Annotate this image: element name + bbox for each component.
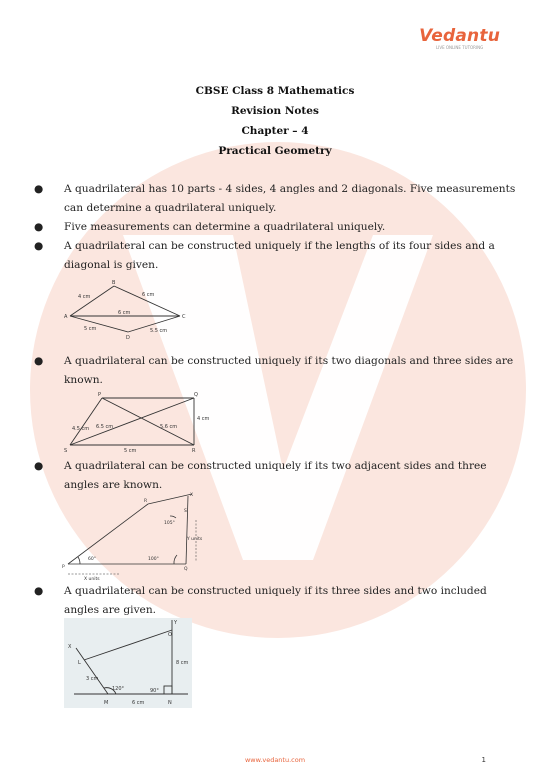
fig4-label: 3 cm <box>86 676 99 682</box>
title-course: CBSE Class 8 Mathematics <box>195 85 355 97</box>
fig4-label: L <box>78 660 81 666</box>
footer-url[interactable]: www.vedantu.com <box>244 756 306 764</box>
fig3-label: X <box>190 493 194 498</box>
fig3-label: S <box>184 509 187 514</box>
fig4-label: O <box>168 632 172 638</box>
figure-quadrilateral-pqrs <box>60 390 210 456</box>
fig2-label: R <box>192 448 196 454</box>
bullet-item: ● A quadrilateral can be constructed uniquely if the lengths of its four sides and a diagonal is given. <box>34 240 495 271</box>
fig2-label: 5 cm <box>124 448 137 454</box>
fig4-label: 120° <box>112 686 125 692</box>
fig4-label: M <box>104 700 109 706</box>
fig4-label: Y <box>174 620 178 626</box>
bullet-item: ● A quadrilateral can be constructed uniquely if its two diagonals and three sides are known. <box>34 355 514 386</box>
figure-quadrilateral-abcd <box>62 278 192 340</box>
fig1-label: 6 cm <box>118 310 131 316</box>
title-notes: Revision Notes <box>231 105 319 117</box>
vedantu-logo <box>419 26 500 50</box>
title-chapter: Chapter – 4 <box>241 125 309 137</box>
fig2-label: 5.6 cm <box>160 424 178 430</box>
bullet-text: A quadrilateral has 10 parts - 4 sides, 4 angles and 2 diagonals. Five measurements can determine a quadrilateral uniquely. <box>64 183 516 214</box>
bullet-text: A quadrilateral can be constructed uniquely if its two adjacent sides and three angles are known. <box>64 460 487 491</box>
fig2-label: 6.5 cm <box>96 424 114 430</box>
fig3-label: Y units <box>187 537 203 542</box>
figure-three-sides-two-angles <box>64 618 192 708</box>
figure-adjacent-sides-angles <box>60 490 203 582</box>
bullet-item: ● Five measurements can determine a quadrilateral uniquely. <box>34 221 386 233</box>
fig3-label: Q <box>184 567 188 572</box>
fig1-label: 5 cm <box>84 326 97 332</box>
fig1-label: 6 cm <box>142 292 155 298</box>
fig1-label: 5.5 cm <box>150 328 168 334</box>
bullet-item: ● A quadrilateral has 10 parts - 4 sides, 4 angles and 2 diagonals. Five measurements can determine a quadrilateral uniquely. <box>34 183 516 214</box>
page-number: 1 <box>481 756 486 764</box>
fig1-label: D <box>126 335 130 341</box>
fig4-label: 8 cm <box>176 660 189 666</box>
fig3-label: X units <box>84 577 100 582</box>
title-topic: Practical Geometry <box>218 145 332 157</box>
bullet-text: A quadrilateral can be constructed uniquely if the lengths of its four sides and a diagonal is given. <box>64 240 495 271</box>
fig2-label: Q <box>194 392 198 398</box>
fig4-label: N <box>168 700 172 706</box>
bullet-text: A quadrilateral can be constructed uniquely if its two diagonals and three sides are known. <box>64 355 514 386</box>
logo-tagline: LIVE ONLINE TUTORING <box>435 45 484 50</box>
fig3-label: R <box>144 499 148 504</box>
fig2-label: 4 cm <box>197 416 210 422</box>
fig1-label: A <box>64 314 68 320</box>
bullet-list-4 <box>34 582 519 620</box>
bullet-text: Five measurements can determine a quadrilateral uniquely. <box>64 221 386 233</box>
logo-text: Vedantu <box>419 26 500 46</box>
fig4-label: 6 cm <box>132 700 145 706</box>
fig2-label: P <box>98 392 102 398</box>
fig1-label: B <box>112 280 116 286</box>
bullet-list-2 <box>34 352 519 390</box>
fig2-label: 4.5 cm <box>72 426 90 432</box>
fig1-label: 4 cm <box>78 294 91 300</box>
fig4-label: 90° <box>150 688 159 694</box>
bullet-item: ● A quadrilateral can be constructed uniquely if its two adjacent sides and three angles are known. <box>34 460 487 491</box>
fig3-label: 100° <box>148 557 159 562</box>
fig1-label: C <box>182 314 186 320</box>
fig2-label: S <box>64 448 68 454</box>
document-titles <box>0 81 550 161</box>
fig3-label: 105° <box>164 521 175 526</box>
bullet-item: ● A quadrilateral can be constructed uniquely if its three sides and two included angles are given. <box>34 585 487 616</box>
fig3-label: 60° <box>88 557 96 562</box>
bullet-list-top <box>34 180 519 275</box>
fig3-label: P <box>62 565 65 570</box>
fig4-label: X <box>68 644 72 650</box>
bullet-text: A quadrilateral can be constructed uniquely if its three sides and two included angles are given. <box>64 585 487 616</box>
